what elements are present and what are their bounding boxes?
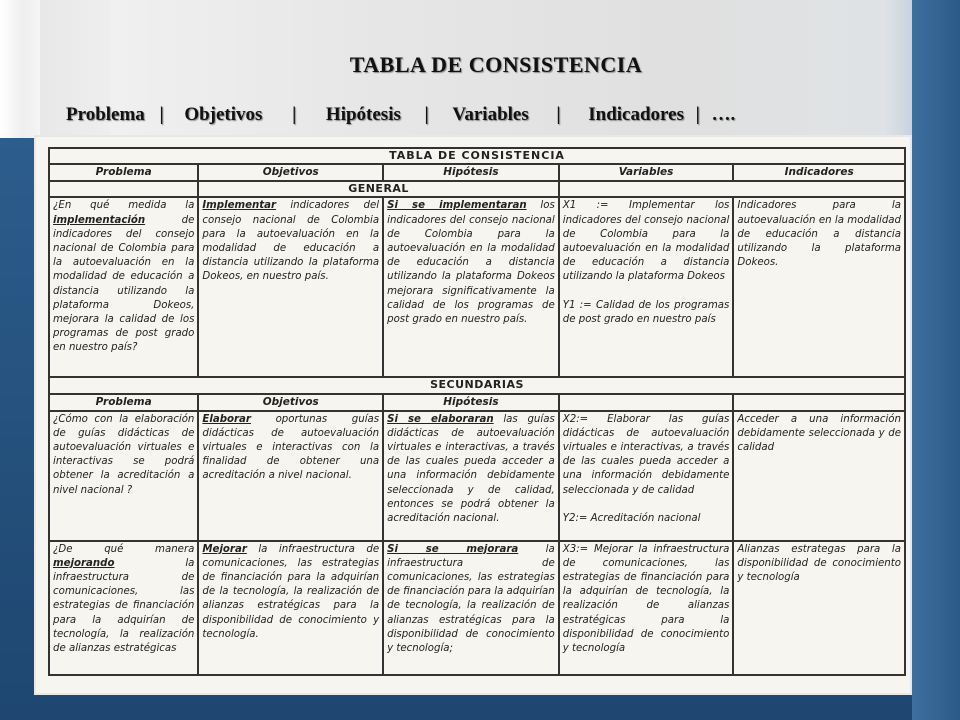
sec1-indicadores: Acceder a una información debidamente seleccionada y de calidad [733, 411, 905, 541]
subtitle-separator: | [292, 104, 297, 125]
general-problema: ¿En qué medida la implementación de indicadores del consejo nacional de Colombia para la autoevaluación en la modalidad de educación a distancia utilizando la plataforma Dokeos, mejorara la calidad de los programas de post grado en nuestro país? [49, 197, 198, 377]
slide-subtitle [66, 104, 886, 126]
right-blue-bar [912, 0, 960, 720]
subtitle-ellipsis: …. [711, 104, 736, 125]
subtitle-hipotesis: Hipótesis [325, 104, 401, 125]
sec2-objetivos: Mejorar la infraestructura de comunicaciones, las estrategias de financiación para la adquirían de la tecnología, la realización de alianzas estratégicas para la disponibilidad de conocimiento y tecnología. [198, 541, 383, 675]
column-header: Variables [559, 164, 734, 181]
general-objetivos: Implementar indicadores del consejo nacional de Colombia para la autoevaluación en la modalidad de educación a distancia utilizando la plataforma Dokeos, en nuestro país. [198, 197, 383, 377]
sec2-hipotesis: Si se mejorara la infraestructura de comunicaciones, las estrategias de financiación para la adquirían de tecnología, la realización de alianzas estratégicas para la disponibilidad de conocimiento y tecnología; [383, 541, 559, 675]
column-header: Objetivos [198, 164, 383, 181]
column-header: Problema [49, 394, 198, 411]
sec1-hipotesis: Si se elaboraran las guías didácticas de autoevaluación virtuales e interactivas, a través de las cuales pueda acceder a una información debidamente seleccionada y de calidad, entonces se podrá obtener la acreditación nacional. [383, 411, 559, 541]
general-variables: X1 := Implementar los indicadores del consejo nacional de Colombia para la autoevaluación en la modalidad de educación a distancia utilizando la plataforma Dokeos Y1 := Calidad de los programas de post grado en nuestro país [559, 197, 734, 377]
sec1-problema: ¿Cómo con la elaboración de guías didácticas de autoevaluación virtuales e interactivas se podrá obtener la acreditación a nivel nacional ? [49, 411, 198, 541]
table-header: TABLA DE CONSISTENCIA [49, 148, 905, 164]
subtitle-separator: | [424, 104, 429, 125]
column-header: Indicadores [733, 164, 905, 181]
sec2-problema: ¿De qué manera mejorando la infraestructura de comunicaciones, las estrategias de financiación para la adquirían de tecnología, la realización de alianzas estratégicas [49, 541, 198, 675]
sec1-objetivos: Elaborar oportunas guías didácticas de autoevaluación virtuales e interactivas con la finalidad de obtener una acreditación a nivel nacional. [198, 411, 383, 541]
slide-title: TABLA DE CONSISTENCIA [349, 52, 643, 77]
subtitle-objetivos: Objetivos [184, 104, 263, 125]
table-row [49, 411, 905, 541]
sec2-indicadores: Alianzas estrategas para la disponibilidad de conocimiento y tecnología [733, 541, 905, 675]
table-row [49, 541, 905, 675]
sec1-variables: X2:= Elaborar las guías didácticas de autoevaluación virtuales e interactivas, a través de las cuales pueda acceder a una información debidamente seleccionada y de calidad Y2:= Acreditación nacional [559, 411, 734, 541]
subtitle-separator: | [556, 104, 561, 125]
scanned-document [36, 137, 910, 693]
subtitle-separator: | [159, 104, 164, 125]
general-hipotesis: Si se implementaran los indicadores del consejo nacional de Colombia para la autoevaluación en la modalidad de educación a distancia utilizando la plataforma Dokeos mejorara significativamente la calidad de los programas de post grado en nuestro país. [383, 197, 559, 377]
consistency-table [48, 147, 906, 676]
sec2-variables: X3:= Mejorar la infraestructura de comunicaciones, las estrategias de financiación para la adquirían de tecnología, la realización de alianzas estratégicas para la disponibilidad de conocimiento y tecnología [559, 541, 734, 675]
column-header: Hipótesis [383, 394, 559, 411]
subtitle-separator: | [695, 104, 700, 125]
column-header: Problema [49, 164, 198, 181]
column-header: Hipótesis [383, 164, 559, 181]
general-indicadores: Indicadores para la autoevaluación en la modalidad de educación a distancia utilizando la plataforma Dokeos. [733, 197, 905, 377]
column-header: Objetivos [198, 394, 383, 411]
subtitle-indicadores: Indicadores [588, 104, 684, 125]
subtitle-variables: Variables [452, 104, 529, 125]
section-general-label: GENERAL [198, 181, 558, 197]
subtitle-problema: Problema [66, 104, 145, 125]
section-secundarias-label: SECUNDARIAS [49, 377, 905, 393]
table-row [49, 197, 905, 377]
